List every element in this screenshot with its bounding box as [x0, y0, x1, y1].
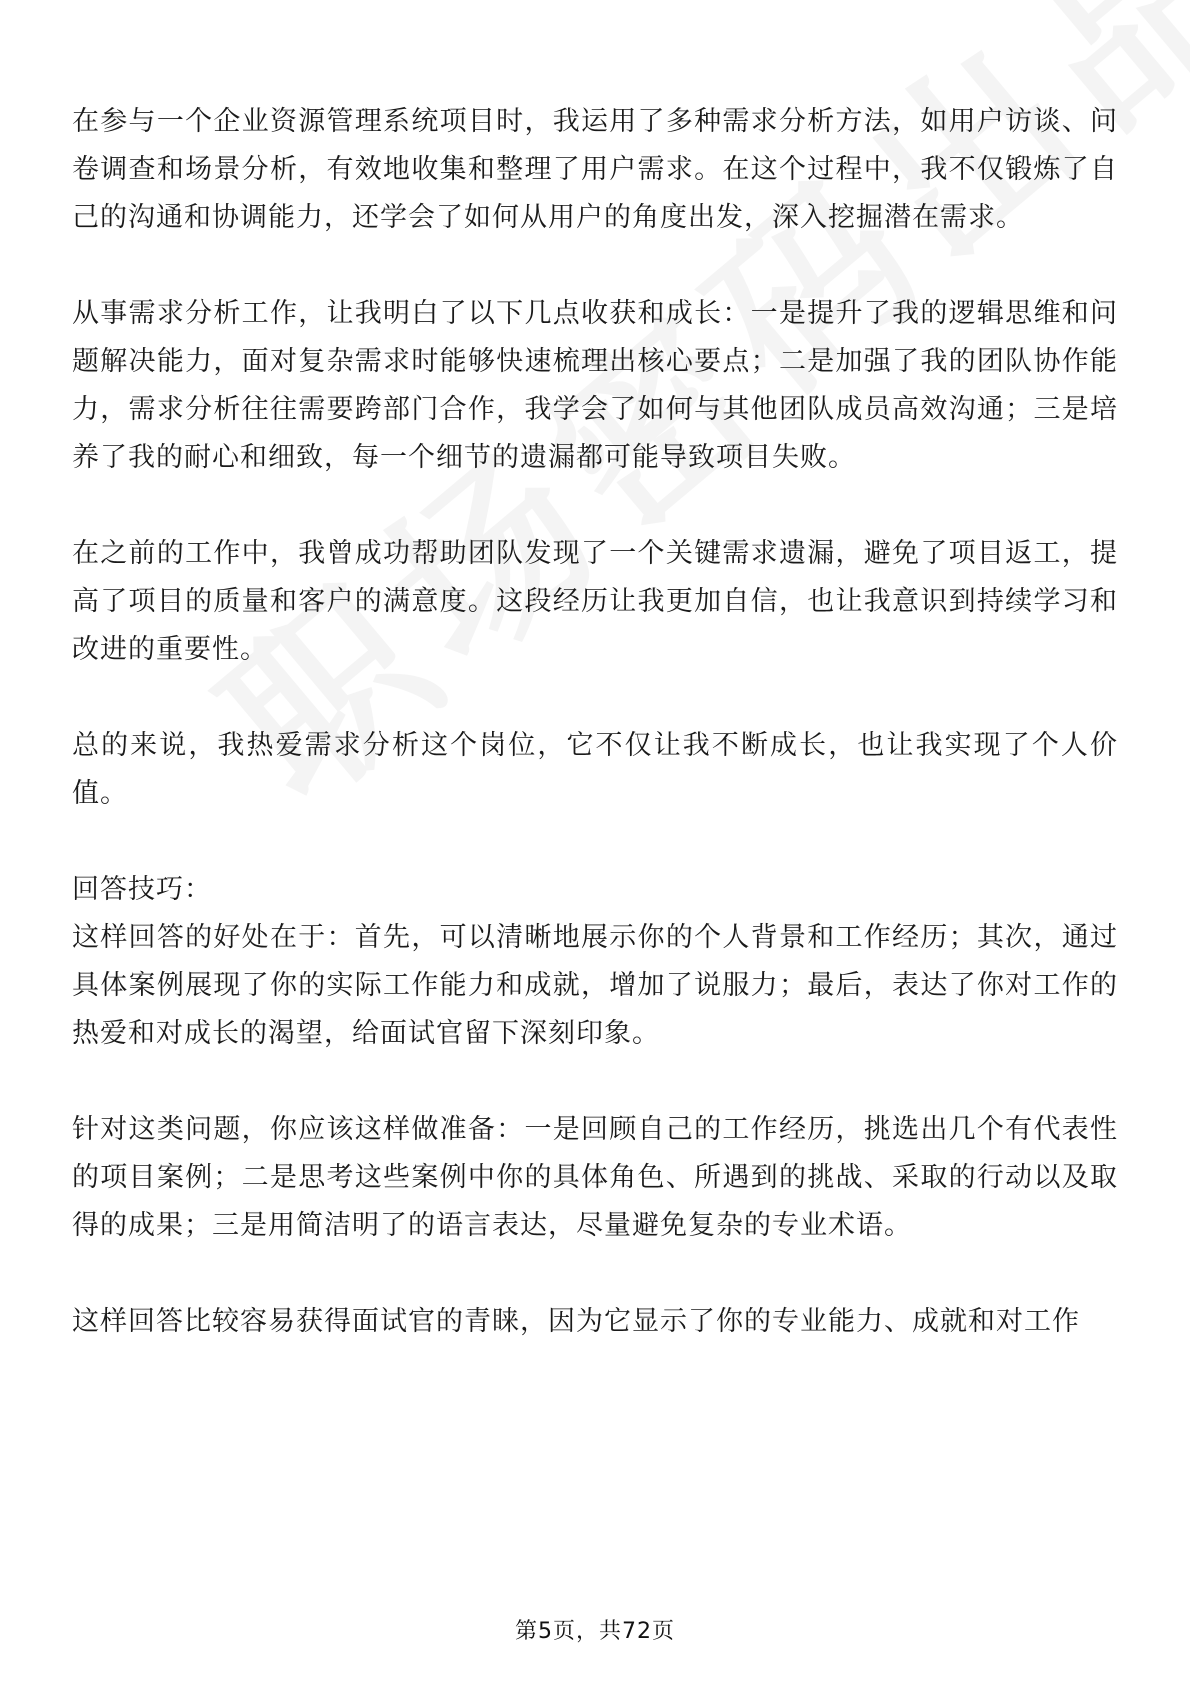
paragraph-achievement: 在之前的工作中，我曾成功帮助团队发现了一个关键需求遗漏，避免了项目返工，提高了项目的质量和客户的满意度。这段经历让我更加自信，也让我意识到持续学习和改进的重要性。 [72, 538, 1118, 665]
tips-heading: 回答技巧： [72, 874, 212, 905]
paragraph-growth: 从事需求分析工作，让我明白了以下几点收获和成长：一是提升了我的逻辑思维和问题解决能力，面对复杂需求时能够快速梳理出核心要点；二是加强了我的团队协作能力，需求分析往往需要跨部门合作，我学会了如何与其他团队成员高效沟通；三是培养了我的耐心和细致，每一个细节的遗漏都可能导致项目失败。 [72, 298, 1118, 473]
paragraph-summary: 总的来说，我热爱需求分析这个岗位，它不仅让我不断成长，也让我实现了个人价值。 [72, 730, 1118, 809]
page-content [72, 98, 1118, 1346]
tips-paragraph-preparation: 针对这类问题，你应该这样做准备：一是回顾自己的工作经历，挑选出几个有代表性的项目案例；二是思考这些案例中你的具体角色、所遇到的挑战、采取的行动以及取得的成果；三是用简洁明了的语言表达，尽量避免复杂的专业术语。 [72, 1114, 1118, 1241]
page-number-footer: 第5页，共72页 [515, 1619, 675, 1644]
paragraph-project-experience: 在参与一个企业资源管理系统项目时，我运用了多种需求分析方法，如用户访谈、问卷调查和场景分析，有效地收集和整理了用户需求。在这个过程中，我不仅锻炼了自己的沟通和协调能力，还学会了如何从用户的角度出发，深入挖掘潜在需求。 [72, 106, 1118, 233]
tips-paragraph-conclusion: 这样回答比较容易获得面试官的青睐，因为它显示了你的专业能力、成就和对工作 [72, 1306, 1080, 1337]
tips-paragraph-benefits: 这样回答的好处在于：首先，可以清晰地展示你的个人背景和工作经历；其次，通过具体案例展现了你的实际工作能力和成就，增加了说服力；最后，表达了你对工作的热爱和对成长的渴望，给面试官留下深刻印象。 [72, 922, 1118, 1049]
